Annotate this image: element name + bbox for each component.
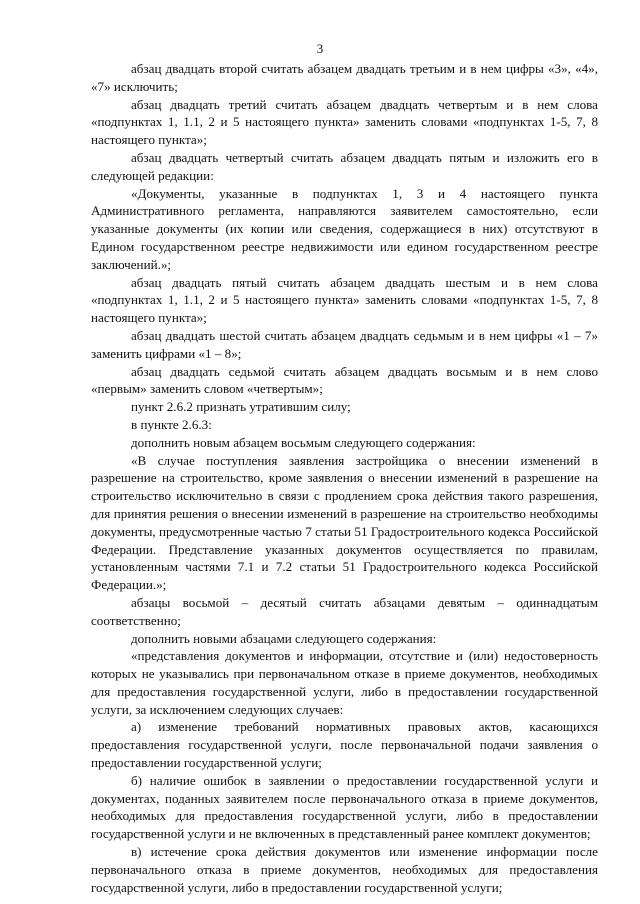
paragraph: в пункте 2.6.3: [131, 416, 212, 432]
paragraph: а) изменение требований нормативных правовых актов, касающихся предоставления государственной услуги, после первоначальной подачи заявления о предоставлении государственной услуги; [91, 719, 598, 771]
paragraph: абзац двадцать пятый считать абзацем двадцать шестым и в нем слова «подпунктах 1, 1.1, 2 и 5 настоящего пункта» заменить словами «подпунктах 1-5, 7, 8 настоящего пункта»; [91, 274, 598, 326]
paragraph: «Документы, указанные в подпунктах 1, 3 и 4 настоящего пункта Административного регламента, направляются заявителем самостоятельно, если указанные документы (их копии или сведения, содержащиеся в них) отсутствуют в Едином государственном реестре недвижимости или едином государственном реестре заключений.»; [91, 185, 598, 272]
paragraph: абзац двадцать второй считать абзацем двадцать третьим и в нем цифры «3», «4», «7» исключить; [91, 61, 598, 94]
paragraph: в) истечение срока действия документов или изменение информации после первоначального отказа в приеме документов, необходимых для предоставления государственной услуги, либо в предоставлении государственной услуги; [91, 844, 598, 895]
paragraph: пункт 2.6.2 признать утратившим силу; [131, 399, 351, 415]
paragraph: «представления документов и информации, отсутствие и (или) недостоверность которых не указывались при первоначальном отказе в приеме документов, необходимых для предоставления государственной услуги, либо в предоставлении государственной услуги, за исключением следующих случаев: [91, 648, 598, 717]
paragraph: абзац двадцать седьмой считать абзацем двадцать восьмым и в нем слово «первым» заменить словом «четвертым»; [91, 363, 598, 397]
paragraph: абзац двадцать третий считать абзацем двадцать четвертым и в нем слова «подпунктах 1, 1.1, 2 и 5 настоящего пункта» заменить словами «подпунктах 1-5, 7, 8 настоящего пункта»; [91, 96, 598, 148]
paragraph: б) наличие ошибок в заявлении о предоставлении государственной услуги и документах, поданных заявителем после первоначального отказа в приеме документов, необходимых для предоставления государственной услуги, либо в предоставлении государственной услуги и не включенных в представленный ранее комплект документов; [91, 772, 598, 842]
paragraph: «В случае поступления заявления застройщика о внесении изменений в разрешение на строительство, кроме заявления о внесении изменений в разрешение на строительство исключительно в связи с продлением срока действия такого разрешения, для принятия решения о внесении изменений в разрешение на строительство необходимы документы, предусмотренные частью 7 статьи 51 Градостроительного кодекса Российской Федерации. Представление указанных документов осуществляется по правилам, установленным частями 7.1 и 7.2 статьи 51 Градостроительного кодекса Российской Федерации.»; [91, 452, 598, 593]
paragraph: абзац двадцать четвертый считать абзацем двадцать пятым и изложить его в следующей редакции: [91, 149, 598, 183]
paragraph: абзац двадцать шестой считать абзацем двадцать седьмым и в нем цифры «1 – 7» заменить цифрами «1 – 8»; [91, 327, 598, 361]
paragraph: дополнить новым абзацем восьмым следующего содержания: [131, 434, 476, 450]
document-body [91, 60, 598, 896]
page-number: 3 [316, 41, 324, 56]
paragraph: дополнить новыми абзацами следующего содержания: [131, 630, 437, 646]
paragraph: абзацы восьмой – десятый считать абзацами девятым – одиннадцатым соответственно; [91, 594, 598, 628]
